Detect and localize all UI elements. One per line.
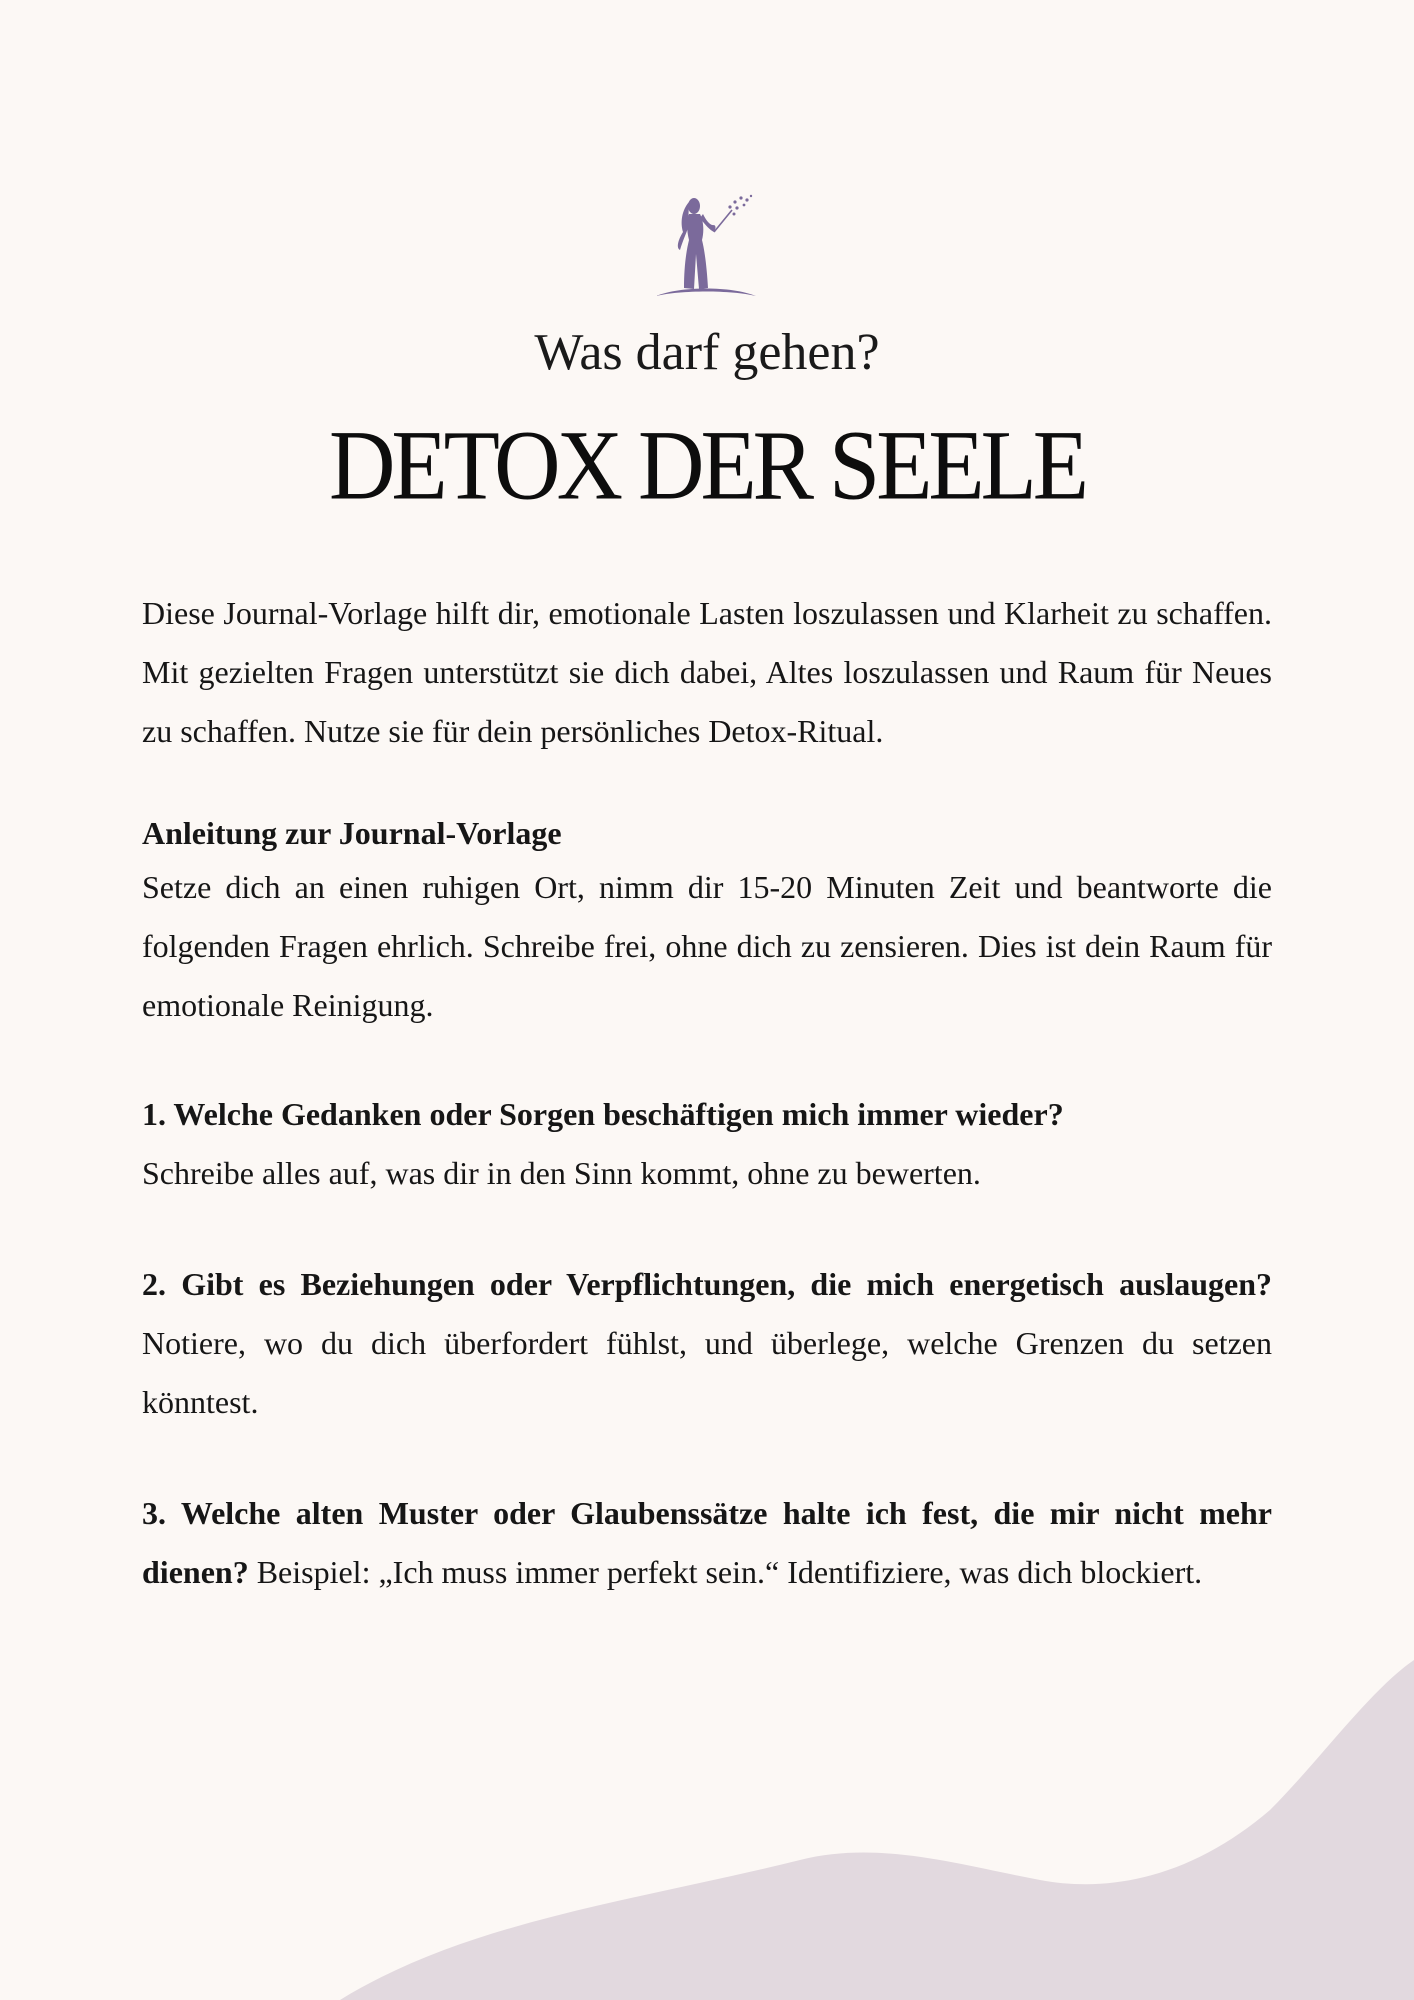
- question-item-1: [142, 1085, 1272, 1203]
- page-title: DETOX DER SEELE: [328, 409, 1085, 521]
- intro-paragraph: Diese Journal-Vorlage hilft dir, emotionale Lasten loszulassen und Klarheit zu schaffen. Mit gezielten Fragen unterstützt sie dich dabei, Altes loszulassen und Raum für Neues zu schaffen. Nutze sie für dein persönliches Detox-Ritual.: [142, 595, 1272, 749]
- document-body: [142, 584, 1272, 1654]
- question-hint: Notiere, wo du dich überfordert fühlst, und überlege, welche Grenzen du setzen könntest.: [142, 1325, 1272, 1420]
- question-item-3: [142, 1484, 1272, 1602]
- question-hint: Beispiel: „Ich muss immer perfekt sein.“ Identifiziere, was dich blockiert.: [256, 1554, 1203, 1590]
- question-hint: Schreibe alles auf, was dir in den Sinn kommt, ohne zu bewerten.: [142, 1155, 981, 1191]
- question-text: 3. Welche alten Muster oder Glaubenssätze halte ich fest, die mir nicht mehr dienen?: [142, 1495, 1272, 1590]
- question-text: 1. Welche Gedanken oder Sorgen beschäftigen mich immer wieder?: [142, 1096, 1064, 1132]
- page-subtitle: Was darf gehen?: [534, 324, 880, 381]
- question-item-2: [142, 1255, 1272, 1432]
- instructions-paragraph: Setze dich an einen ruhigen Ort, nimm dir 15-20 Minuten Zeit und beantworte die folgenden Fragen ehrlich. Schreibe frei, ohne dich zu zensieren. Dies ist dein Raum für emotionale Reinigung.: [142, 869, 1272, 1023]
- woman-with-wand-logo-icon: [656, 192, 756, 296]
- question-text: 2. Gibt es Beziehungen oder Verpflichtungen, die mich energetisch auslaugen?: [142, 1266, 1272, 1302]
- instructions-heading: Anleitung zur Journal-Vorlage: [142, 815, 562, 851]
